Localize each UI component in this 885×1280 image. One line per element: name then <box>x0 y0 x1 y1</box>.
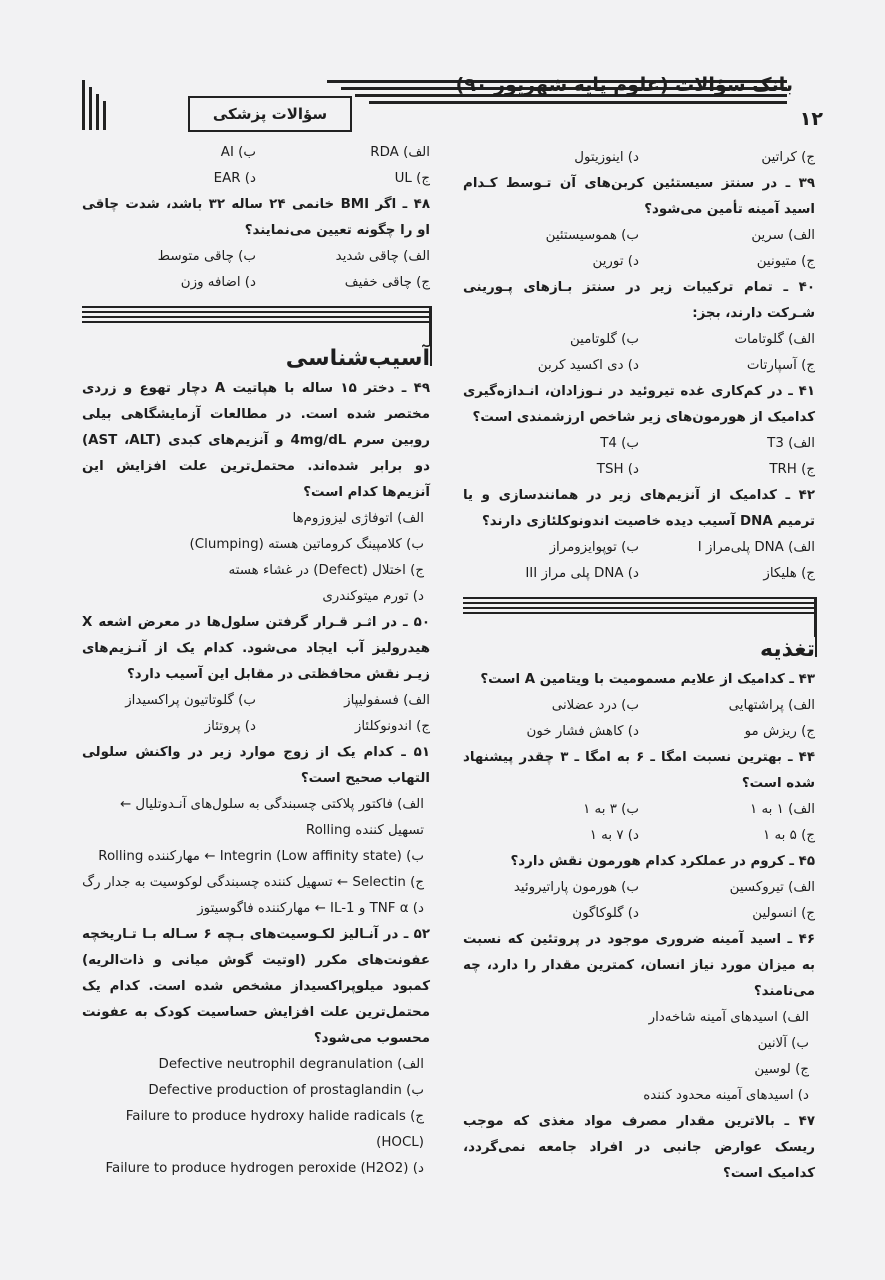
option: ج) انسولین <box>752 906 815 921</box>
q38-tail-options <box>463 145 815 171</box>
option: الف) چاقی شدید <box>335 249 430 264</box>
question-49: ۴۹ ـ دختر ۱۵ ساله با هپاتیت A دچار تهوع و زردی مختصر شده است. در مطالعات آزمایشگاهی بیلی روبین سرم 4mg/dL و آنزیم‌های کبدی (AST ،ALT) دو برابر شده‌اند. محتمل‌ترین علت افزایش این آنزیم‌ها کدام است؟ <box>82 381 431 500</box>
q50-options <box>82 688 430 740</box>
left-column <box>82 140 430 1182</box>
option: د) TNF α و IL-1 ← مهارکننده فاگوسیتوز <box>197 901 424 916</box>
question-45: ۴۵ ـ کروم در عملکرد کدام هورمون نقش دارد؟ <box>510 854 815 869</box>
option: ب) گلوتامین <box>569 332 639 347</box>
page-number: ۱۲ <box>799 108 823 130</box>
option: د) Failure to produce hydrogen peroxide (H2O2) <box>105 1161 424 1176</box>
question-51: ۵۱ ـ کدام یک از زوج موارد زیر در واکنش سلولی التهاب صحیح است؟ <box>82 745 430 786</box>
option: ج) متیونین <box>756 254 815 269</box>
section-nutrition-header <box>463 597 815 665</box>
option: د) کاهش فشار خون <box>526 724 639 739</box>
option: ج) UL <box>394 171 430 186</box>
question-41: ۴۱ ـ در کم‌کاری غده تیروئید در نـوزادان، انـدازه‌گیری کدامیک از هورمون‌های زیر شاخص ارزشمندی است؟ <box>463 384 815 425</box>
option: د) TSH <box>596 462 639 477</box>
option: ب) Integrin (Low affinity state) ← مهارکننده Rolling <box>98 849 424 864</box>
option: ب) آلانین <box>757 1036 809 1051</box>
header-title: بانک سؤالات (علوم پایه شهریور ۹۰) <box>455 74 793 96</box>
option: ج) کراتین <box>761 150 815 165</box>
option: ج) Selectin ← تسهیل کننده چسبندگی لوکوسیت به جدار رگ <box>82 875 424 890</box>
section-title: آسیب‌شناسی <box>278 346 430 372</box>
option: الف) سرین <box>751 228 815 243</box>
question-39: ۳۹ ـ در سنتز سیستئین کربن‌های آن تـوسط کـدام اسید آمینه تأمین می‌شود؟ <box>463 176 815 217</box>
q48-options <box>82 244 430 296</box>
option: ج) هلیکاز <box>763 566 815 581</box>
question-52: ۵۲ ـ در آنـالیز لکـوسیت‌های بـچه ۶ سـاله بـا تـاریخچه عفونت‌های مکرر (اوتیت گوش میانی و ذات‌الریه) کمبود میلوپراکسیداز مشخص شده است. کدام یک محتمل‌ترین علت افزایش حساسیت کودک به عفونت محسوب می‌شود؟ <box>82 927 430 1046</box>
question-46: ۴۶ ـ اسید آمینه ضروری موجود در پروتئین که نسبت به میزان مورد نیاز انسان، کمترین مقدار را دارد، چه می‌نامند؟ <box>463 932 815 999</box>
option: د) اضافه وزن <box>180 275 256 290</box>
q43-options <box>463 693 815 745</box>
option: د) دی اکسید کربن <box>537 358 639 373</box>
option: ب) ۳ به ۱ <box>583 802 639 817</box>
option: ب) درد عضلانی <box>551 698 639 713</box>
q44-options <box>463 797 815 849</box>
option: ج) ریزش مو <box>744 724 815 739</box>
q41-options <box>463 431 815 483</box>
option: ج) چاقی خفیف <box>344 275 430 290</box>
option: ج) اندونوکلئاز <box>354 719 430 734</box>
option: الف) فسفولیپاز <box>344 693 430 708</box>
option: الف) فاکتور پلاکتی چسبندگی به سلول‌های آنـدوتلیال ← تسهیل کننده Rolling <box>119 797 424 838</box>
option: د) EAR <box>213 171 256 186</box>
option: الف) ۱ به ۱ <box>750 802 815 817</box>
section-pathology-header <box>82 306 430 374</box>
option: د) گلوکاگون <box>572 906 639 921</box>
option: ب) هورمون پاراتیروئید <box>513 880 639 895</box>
option: ب) Defective production of prostaglandin <box>148 1083 424 1098</box>
section-title: تغذیه <box>752 637 815 663</box>
option: الف) DNA پلی‌مراز I <box>697 540 815 555</box>
option: ج) Failure to produce hydroxy halide radicals (HOCL) <box>125 1109 424 1150</box>
option: د) تورین <box>592 254 639 269</box>
option: د) ۷ به ۱ <box>589 828 639 843</box>
option: ب) T4 <box>600 436 639 451</box>
question-42: ۴۲ ـ کدامیک از آنزیم‌های زیر در همانندسازی و یا ترمیم DNA آسیب دیده خاصیت اندونوکلئازی دارند؟ <box>463 488 815 529</box>
option: ب) کلامپینگ کروماتین هسته (Clumping) <box>189 537 424 552</box>
option: الف) RDA <box>370 145 430 160</box>
question-40: ۴۰ ـ تمام ترکیبات زیر در سنتز بـازهای پـورینی شـرکت دارند، بجز: <box>463 280 815 321</box>
option: ج) آسپارتات <box>746 358 815 373</box>
option: ب) چاقی متوسط <box>157 249 256 264</box>
option: ج) TRH <box>769 462 815 477</box>
q40-options <box>463 327 815 379</box>
option: ج) ۵ به ۱ <box>763 828 815 843</box>
option: ج) لوسین <box>754 1062 809 1077</box>
question-43: ۴۳ ـ کدامیک از علایم مسمومیت با ویتامین A است؟ <box>480 672 815 687</box>
option: د) تورم میتوکندری <box>322 589 424 604</box>
option: الف) تیروکسین <box>729 880 815 895</box>
option: ب) توپوایزومراز <box>549 540 639 555</box>
q39-options <box>463 223 815 275</box>
section-label: سؤالات پزشکی <box>188 96 352 132</box>
option: الف) Defective neutrophil degranulation <box>158 1057 424 1072</box>
option: ج) اختلال (Defect) در غشاء هسته <box>228 563 424 578</box>
question-44: ۴۴ ـ بهترین نسبت امگا ـ ۶ به امگا ـ ۳ چقدر پیشنهاد شده است؟ <box>463 750 815 791</box>
q42-options <box>463 535 815 587</box>
right-column <box>463 145 815 1187</box>
option: ب) هموسیستئین <box>545 228 639 243</box>
option: د) اسیدهای آمینه محدود کننده <box>643 1088 809 1103</box>
option: الف) اتوفاژی لیزوزوم‌ها <box>292 511 424 526</box>
option: الف) گلوتامات <box>734 332 815 347</box>
option: د) DNA پلی مراز III <box>525 566 639 581</box>
question-48: ۴۸ ـ اگر BMI خانمی ۲۴ ساله ۳۲ باشد، شدت چاقی او را چگونه تعیین می‌نمایند؟ <box>82 197 430 238</box>
option: د) اینوزیتول <box>574 150 639 165</box>
q47-options <box>82 140 430 192</box>
option: الف) T3 <box>767 436 815 451</box>
option: الف) اسیدهای آمینه شاخه‌دار <box>648 1010 809 1025</box>
q45-options <box>463 875 815 927</box>
question-50: ۵۰ ـ در اثـر قـرار گرفتن سلول‌ها در معرض اشعه X هیدرولیز آب ایجاد می‌شود. کدام یک از آنـزیم‌های زیـر نقش محافظتی در مقابل این آسیب دارد؟ <box>82 615 430 682</box>
option: ب) AI <box>220 145 256 160</box>
option: د) پروتئاز <box>204 719 256 734</box>
question-47: ۴۷ ـ بالاترین مقدار مصرف مواد مغذی که موجب ریسک عوارض جانبی در افراد جامعه نمی‌گردد، کدامیک است؟ <box>463 1114 815 1181</box>
option: ب) گلوتاتیون پراکسیداز <box>125 693 256 708</box>
option: الف) پراشتهایی <box>728 698 815 713</box>
